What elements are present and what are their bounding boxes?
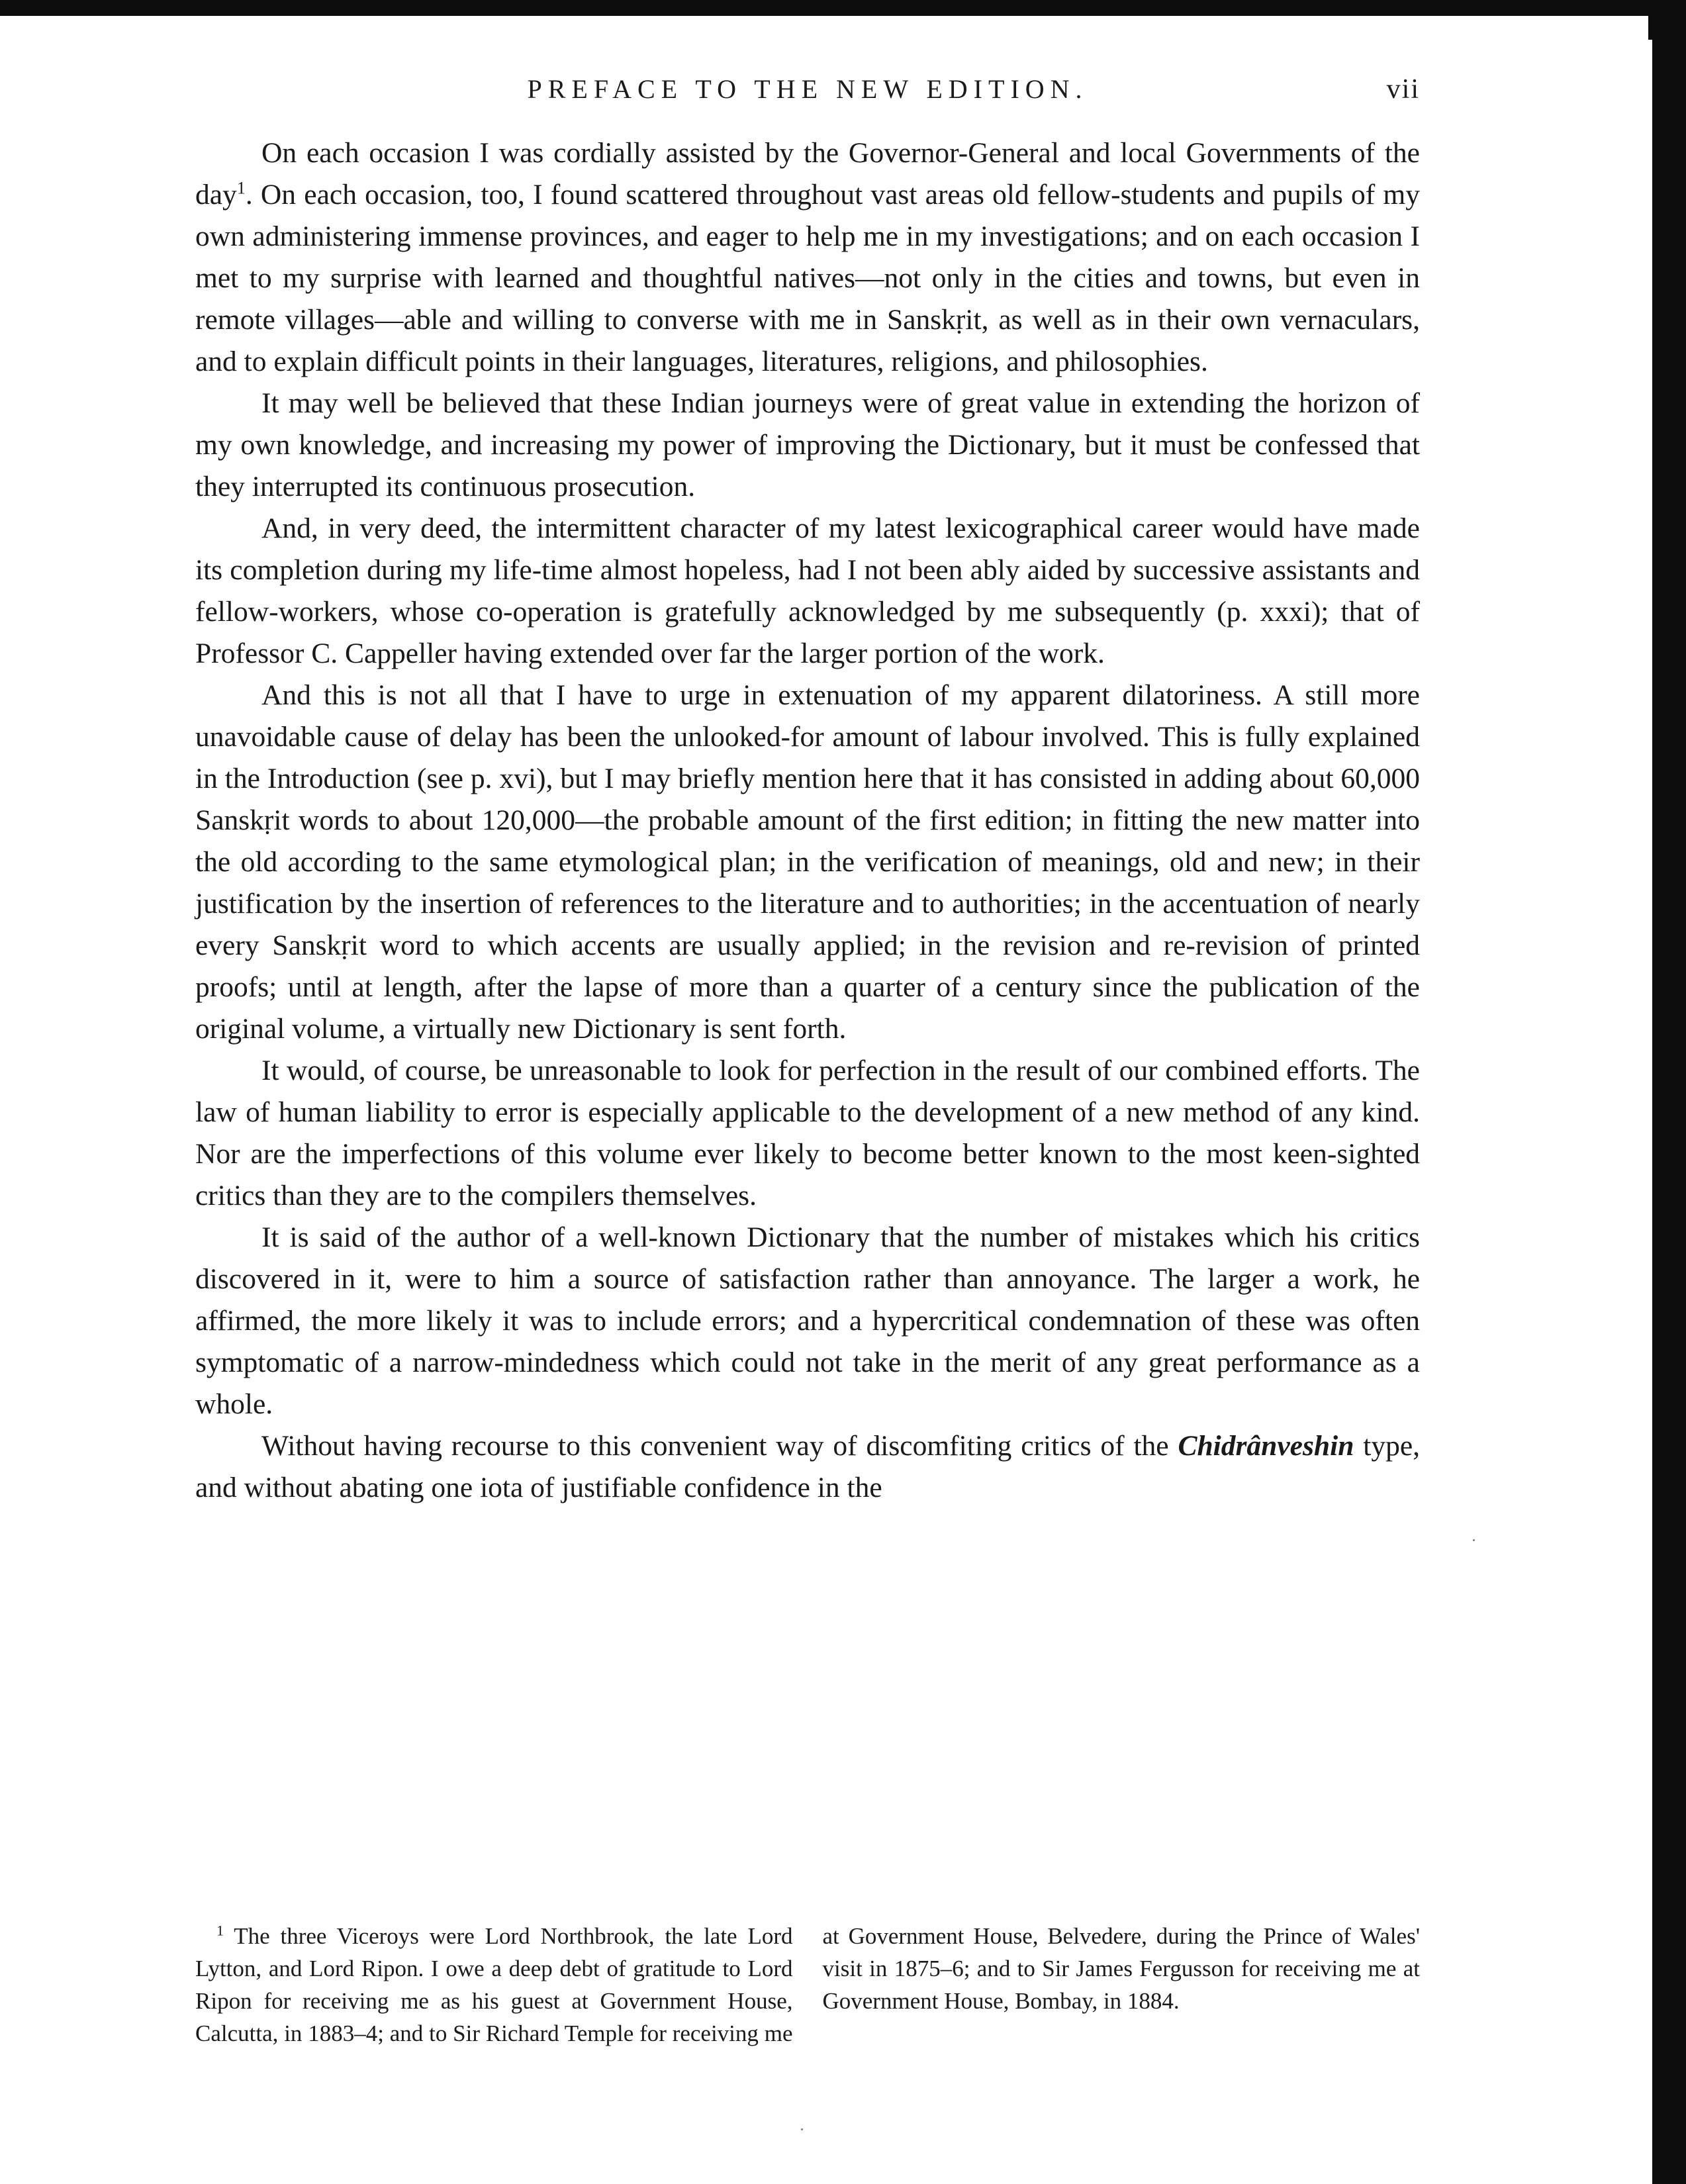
footnotes bbox=[195, 1920, 1420, 2050]
scan-speck bbox=[1473, 1539, 1475, 1541]
scan-speck bbox=[801, 2128, 803, 2130]
paragraph: It would, of course, be unreasonable to look for perfection in the result of our combined efforts. The law of human liability to error is especially applicable to the development of a new method of any kind. Nor are the imperfections of this volume ever likely to become better known to the most keen-sighted critics than they are to the compilers themselves. bbox=[195, 1055, 1420, 1211]
scan-border-top bbox=[0, 0, 1648, 16]
paragraph-text: Without having recourse to this convenient way of discomfiting critics of the bbox=[261, 1430, 1169, 1462]
paragraph: It is said of the author of a well-known Dictionary that the number of mistakes which his critics discovered in it, were to him a source of satisfaction rather than annoyance. The larger a work, he affirmed, the more likely it was to include errors; and a hypercritical condemnation of these was often symptomatic of a narrow-mindedness which could not take in the merit of any great performance as a whole. bbox=[195, 1221, 1420, 1420]
footnote-marker: 1 bbox=[216, 1922, 224, 1939]
footnote bbox=[195, 1920, 1420, 2050]
paragraph: It may well be believed that these Indian journeys were of great value in extending the horizon of my own knowledge, and increasing my power of improving the Dictionary, but it must be confessed that they interrupted its continuous prosecution. bbox=[195, 387, 1420, 502]
paragraph: And this is not all that I have to urge in extenuation of my apparent dilatoriness. A still more unavoidable cause of delay has been the unlooked-for amount of labour involved. This is fully explained in the Introduction (see p. xvi), but I may briefly mention here that it has consisted in adding about 60,000 Sanskṛit words to about 120,000—the probable amount of the first edition; in fitting the new matter into the old according to the same etymological plan; in the verification of meanings, old and new; in their justification by the insertion of references to the literature and to authorities; in the accentuation of nearly every Sanskṛit word to which accents are usually applied; in the revision and re-revision of printed proofs; until at length, after the lapse of more than a quarter of a century since the publication of the original volume, a virtually new Dictionary is sent forth. bbox=[195, 679, 1420, 1045]
paragraph-text: type, and without abating one iota of justifiable confidence in the bbox=[195, 1430, 1421, 1503]
paragraph: And, in very deed, the intermittent character of my latest lexicographical career would have made its completion during my life-time almost hopeless, had I not been ably aided by successive assistants and fellow-workers, whose co-operation is gratefully acknowledged by me subsequently (p. xxxi); that of Professor C. Cappeller having extended over far the larger portion of the work. bbox=[195, 512, 1420, 669]
page-number: vii bbox=[1386, 74, 1420, 105]
paragraph bbox=[195, 132, 1420, 383]
footnote-text: The three Viceroys were Lord Northbrook, the late Lord Lytton, and Lord Ripon. I owe a deep debt of gratitude to Lord Ripon for receiving me as his guest at Government House, Calcutta, in 1883–4; and to Sir Richard Temple for receiving me at Government House, Belvedere, during the Prince of Wales' visit in 1875–6; and to Sir James Fergusson for receiving me at Government House, Bombay, in 1884. bbox=[195, 1923, 1420, 2046]
page-header bbox=[195, 70, 1420, 116]
paragraph bbox=[195, 1425, 1420, 1509]
paragraph-text: . On each occasion, too, I found scattered throughout vast areas old fellow-students and pupils of my own administering immense provinces, and eager to help me in my investigations; and on each occasion I met to my surprise with learned and thoughtful natives—not only in the cities and towns, but even in remote villages—able and willing to converse with me in Sanskṛit, as well as in their own vernaculars, and to explain difficult points in their languages, literatures, religions, and philosophies. bbox=[195, 179, 1420, 377]
running-head: PREFACE TO THE NEW EDITION. bbox=[527, 74, 1088, 104]
footnote-reference: 1 bbox=[236, 178, 246, 198]
scan-border-right bbox=[1652, 0, 1686, 2184]
body-text bbox=[195, 132, 1420, 1509]
paragraph-text: On each occasion I was cordially assisted by the Governor-General and local Governments of the day bbox=[195, 137, 1420, 211]
italic-term: Chidrânveshin bbox=[1178, 1430, 1354, 1462]
